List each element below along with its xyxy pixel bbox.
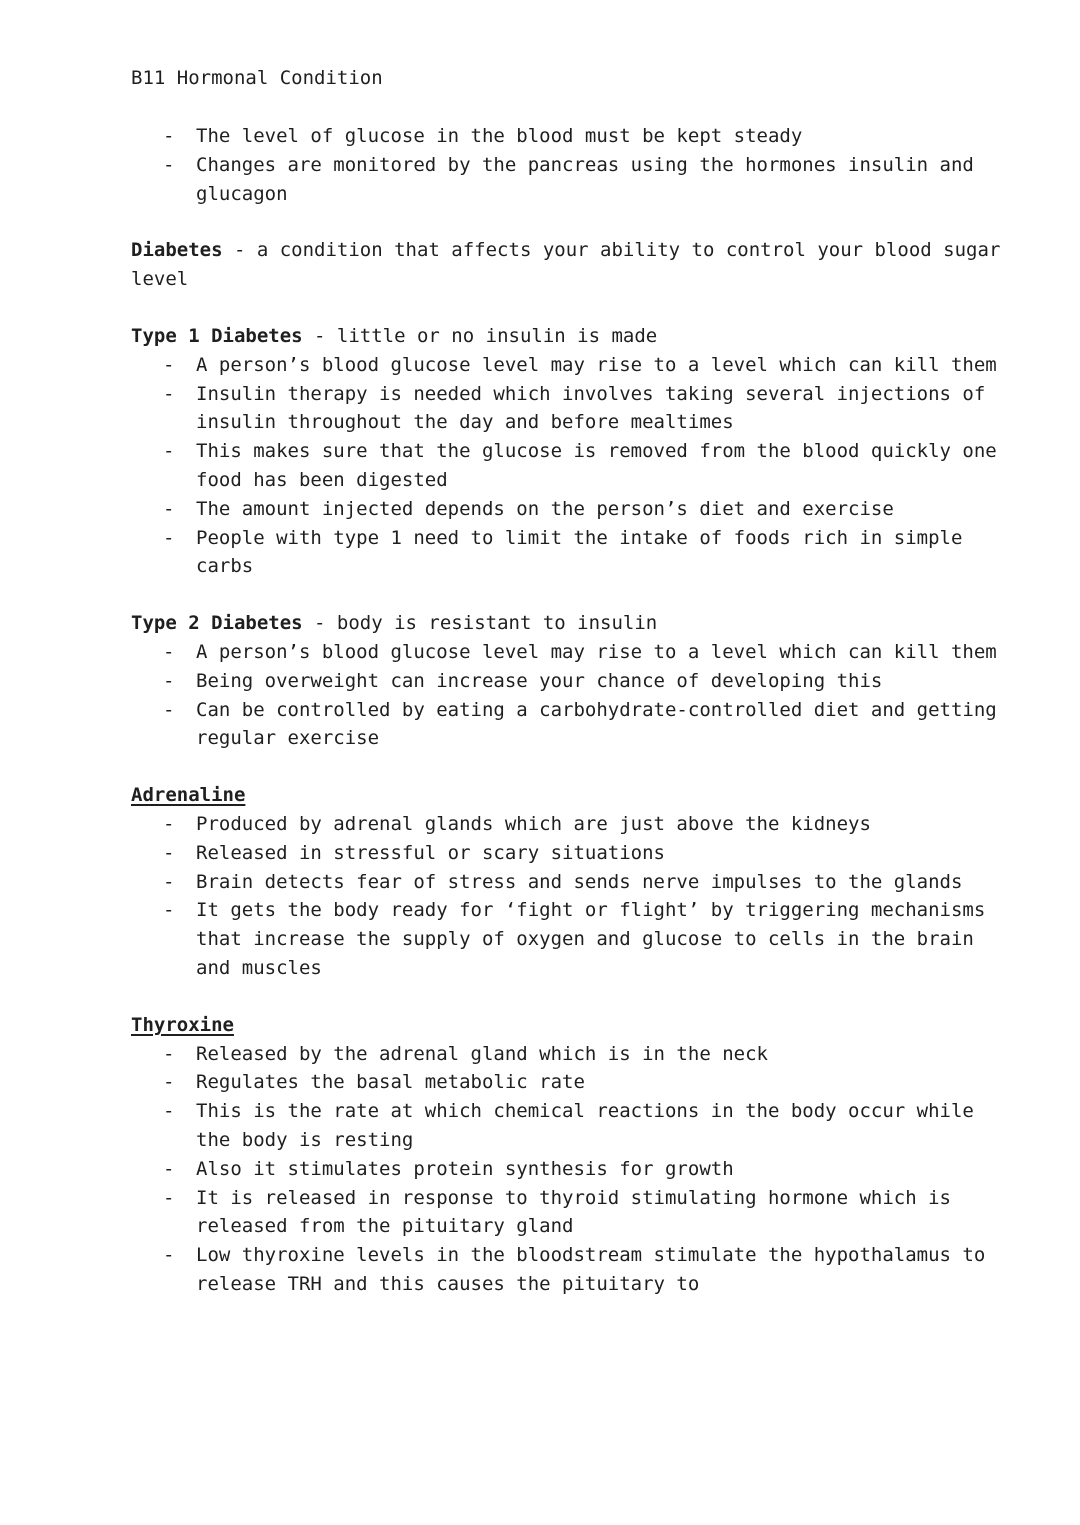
list-item: - Can be controlled by eating a carbohydrate-controlled diet and getting regular exercise <box>196 696 1011 754</box>
bullet-dash: - <box>163 526 175 549</box>
document-title: B11 Hormonal Condition <box>131 67 383 89</box>
thyroxine-list <box>131 1040 1011 1299</box>
list-item: - The level of glucose in the blood must be kept steady <box>196 122 1011 151</box>
list-item: - Changes are monitored by the pancreas using the hormones insulin and glucagon <box>196 151 1011 209</box>
list-item: - It is released in response to thyroid stimulating hormone which is released from the pituitary gland <box>196 1184 1011 1242</box>
thyroxine-heading: Thyroxine <box>131 1013 234 1036</box>
list-item: - Regulates the basal metabolic rate <box>196 1068 1011 1097</box>
type1-heading-line: Type 1 Diabetes - little or no insulin is made <box>131 324 658 347</box>
adrenaline-list <box>131 810 1011 983</box>
list-item: - People with type 1 need to limit the intake of foods rich in simple carbs <box>196 524 1011 582</box>
bullet-dash: - <box>163 1157 175 1180</box>
bullet-dash: - <box>163 899 175 922</box>
bullet-dash: - <box>163 382 175 405</box>
diabetes-definition: Diabetes - a condition that affects your ability to control your blood sugar level <box>131 239 1001 291</box>
list-item: - Brain detects fear of stress and sends nerve impulses to the glands <box>196 868 1011 897</box>
bullet-dash: - <box>163 812 175 835</box>
list-item: - Released in stressful or scary situations <box>196 839 1011 868</box>
list-item: - A person’s blood glucose level may rise to a level which can kill them <box>196 638 1011 667</box>
bullet-dash: - <box>163 1100 175 1123</box>
bullet-dash: - <box>163 1186 175 1209</box>
bullet-dash: - <box>163 640 175 663</box>
bullet-dash: - <box>163 669 175 692</box>
list-item: - Insulin therapy is needed which involves taking several injections of insulin throughout the day and before mealtimes <box>196 380 1011 438</box>
diabetes-term: Diabetes <box>131 239 223 262</box>
type1-heading: Type 1 Diabetes <box>131 324 303 347</box>
diabetes-definition-text: a condition that affects your ability to control your blood sugar level <box>131 239 1001 291</box>
bullet-dash: - <box>163 1071 175 1094</box>
list-item: - This is the rate at which chemical reactions in the body occur while the body is resting <box>196 1097 1011 1155</box>
list-item: - Being overweight can increase your chance of developing this <box>196 667 1011 696</box>
list-item: - The amount injected depends on the person’s diet and exercise <box>196 495 1011 524</box>
bullet-dash: - <box>163 841 175 864</box>
bullet-dash: - <box>163 1042 175 1065</box>
type2-summary: body is resistant to insulin <box>336 612 658 635</box>
list-item: - Produced by adrenal glands which are just above the kidneys <box>196 810 1011 839</box>
bullet-dash: - <box>163 125 175 147</box>
bullet-dash: - <box>163 870 175 893</box>
adrenaline-heading: Adrenaline <box>131 784 246 807</box>
bullet-dash: - <box>163 497 175 520</box>
list-item: - Released by the adrenal gland which is in the neck <box>196 1040 1011 1069</box>
bullet-dash: - <box>163 1244 175 1267</box>
list-item: - It gets the body ready for ‘fight or flight’ by triggering mechanisms that increase the supply of oxygen and glucose to cells in the brain and muscles <box>196 896 1011 982</box>
type2-list <box>131 638 1011 753</box>
type1-summary: little or no insulin is made <box>336 324 658 347</box>
list-item: - Also it stimulates protein synthesis for growth <box>196 1155 1011 1184</box>
document-page <box>131 64 1011 1299</box>
type2-heading-line: Type 2 Diabetes - body is resistant to insulin <box>131 612 658 635</box>
bullet-dash: - <box>163 153 175 176</box>
list-item: - A person’s blood glucose level may rise to a level which can kill them <box>196 351 1011 380</box>
type2-heading: Type 2 Diabetes <box>131 612 303 635</box>
intro-list <box>131 122 1011 208</box>
bullet-dash: - <box>163 353 175 376</box>
list-item: - This makes sure that the glucose is removed from the blood quickly one food has been digested <box>196 437 1011 495</box>
type1-list <box>131 351 1011 581</box>
bullet-dash: - <box>163 440 175 463</box>
list-item: - Low thyroxine levels in the bloodstream stimulate the hypothalamus to release TRH and this causes the pituitary to <box>196 1241 1011 1299</box>
bullet-dash: - <box>163 698 175 721</box>
